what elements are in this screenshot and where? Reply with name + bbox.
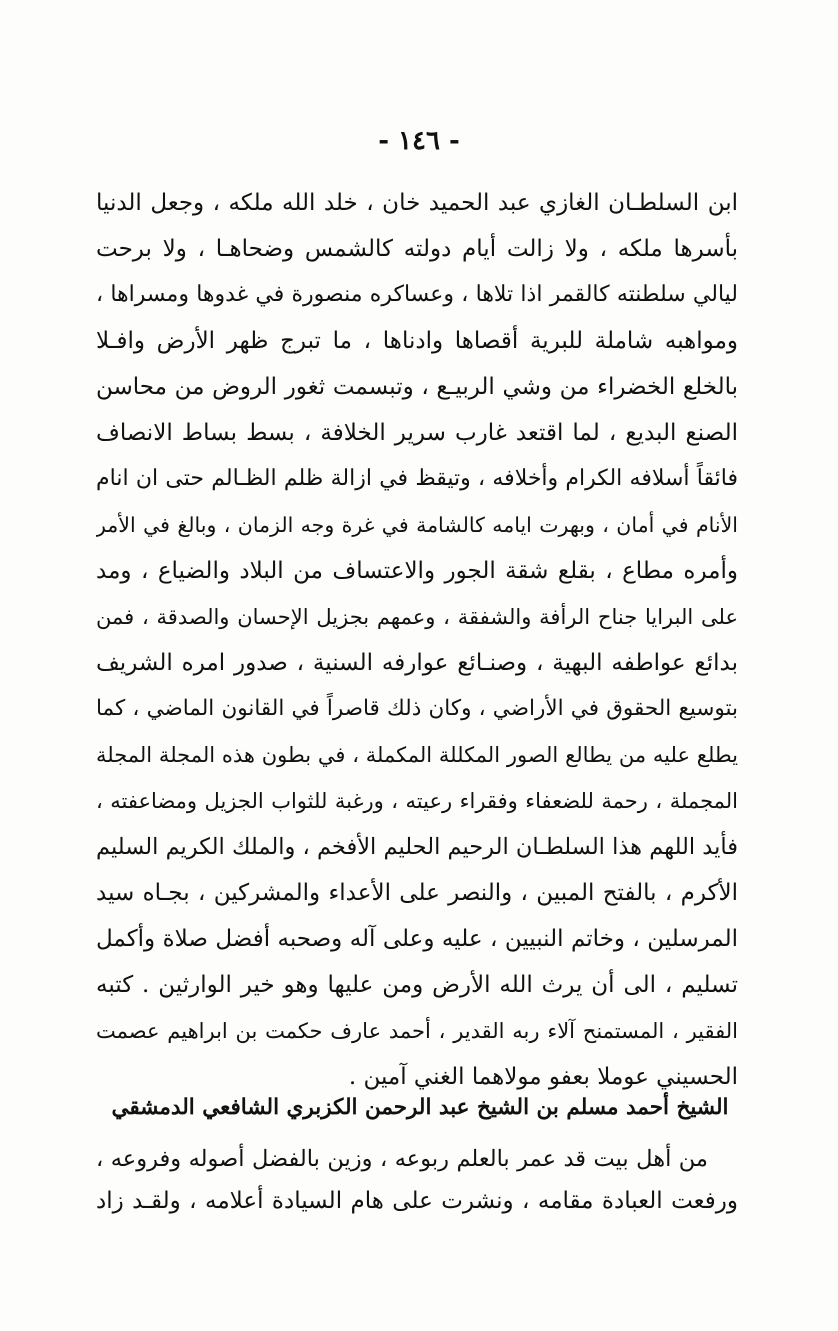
page-number: - ١٤٦ - xyxy=(378,126,460,156)
text-line: الحسيني عوملا بعفو مولاهما الغني آمين . xyxy=(348,1064,738,1090)
text-line: بتوسيع الحقوق في الأراضي ، وكان ذلك قاصراً في القانون الماضي ، كما xyxy=(96,696,738,721)
main-paragraph xyxy=(96,180,738,1100)
text-line: المرسلين ، وخاتم النبيين ، عليه وعلى آله وصحبه أفضل صلاة وأكمل xyxy=(96,926,738,952)
text-line: تسليم ، الى أن يرث الله الأرض ومن عليها وهو خير الوارثين . كتبه xyxy=(96,972,738,998)
text-line: الصنع البديع ، لما اقتعد غارب سرير الخلافة ، بسط بساط الانصاف xyxy=(96,420,738,446)
section-heading: الشيخ أحمد مسلم بن الشيخ عبد الرحمن الكزبري الشافعي الدمشقي xyxy=(111,1095,729,1120)
text-line: الفقير ، المستمنح آلاء ربه القدير ، أحمد عارف حكمت بن ابراهيم عصمت xyxy=(96,1019,738,1043)
text-line: بالخلع الخضراء من وشي الربيـع ، وتبسمت ثغور الروض من محاسن xyxy=(96,374,738,400)
text-line: يطلع عليه من يطالع الصور المكللة المكملة ، في بطون هذه المجلة المجلة xyxy=(96,743,738,767)
text-line: الأكرم ، بالفتح المبين ، والنصر على الأعداء والمشركين ، بجـاه سيد xyxy=(96,880,738,906)
text-line: بأسرها ملكه ، ولا زالت أيام دولته كالشمس وضحاهـا ، ولا برحت xyxy=(96,236,738,262)
text-line: ومواهبه شاملة للبرية أقصاها وادناها ، ما تبرج ظهر الأرض وافـلا xyxy=(96,328,738,354)
text-line: ليالي سلطنته كالقمر اذا تلاها ، وعساكره منصورة في غدوها ومسراها ، xyxy=(96,282,738,307)
text-line: من أهل بيت قد عمر بالعلم ربوعه ، وزين بالفضل أصوله وفروعه ، xyxy=(96,1146,708,1172)
text-line: فأيد اللهم هذا السلطـان الرحيم الحليم الأفخم ، والملك الكريم السليم xyxy=(96,834,738,860)
text-line: وأمره مطاع ، بقلع شقة الجور والاعتساف من البلاد والضياع ، ومد xyxy=(96,558,738,584)
text-line: ورفعت العبادة مقامه ، ونشرت على هام السيادة أعلامه ، ولقـد زاد xyxy=(96,1188,738,1214)
text-line: المجملة ، رحمة للضعفاء وفقراء رعيته ، ورغبة للثواب الجزيل ومضاعفته ، xyxy=(96,789,738,813)
text-line: ابن السلطـان الغازي عبد الحميد خان ، خلد الله ملكه ، وجعل الدنيا xyxy=(96,190,738,216)
section-paragraph xyxy=(96,1138,738,1222)
text-line: بدائع عواطفه البهية ، وصنـائع عوارفه السنية ، صدور امره الشريف xyxy=(96,650,738,676)
text-line: على البرايا جناح الرأفة والشفقة ، وعمهم بجزيل الإحسان والصدقة ، فمن xyxy=(96,605,738,629)
text-line: الأنام في أمان ، وبهرت ايامه كالشامة في غرة وجه الزمان ، وبالغ في الأمر xyxy=(96,513,738,537)
text-line: فائقاً أسلافه الكرام وأخلافه ، وتيقظ في ازالة ظلم الظـالم حتى ان انام xyxy=(96,466,738,491)
